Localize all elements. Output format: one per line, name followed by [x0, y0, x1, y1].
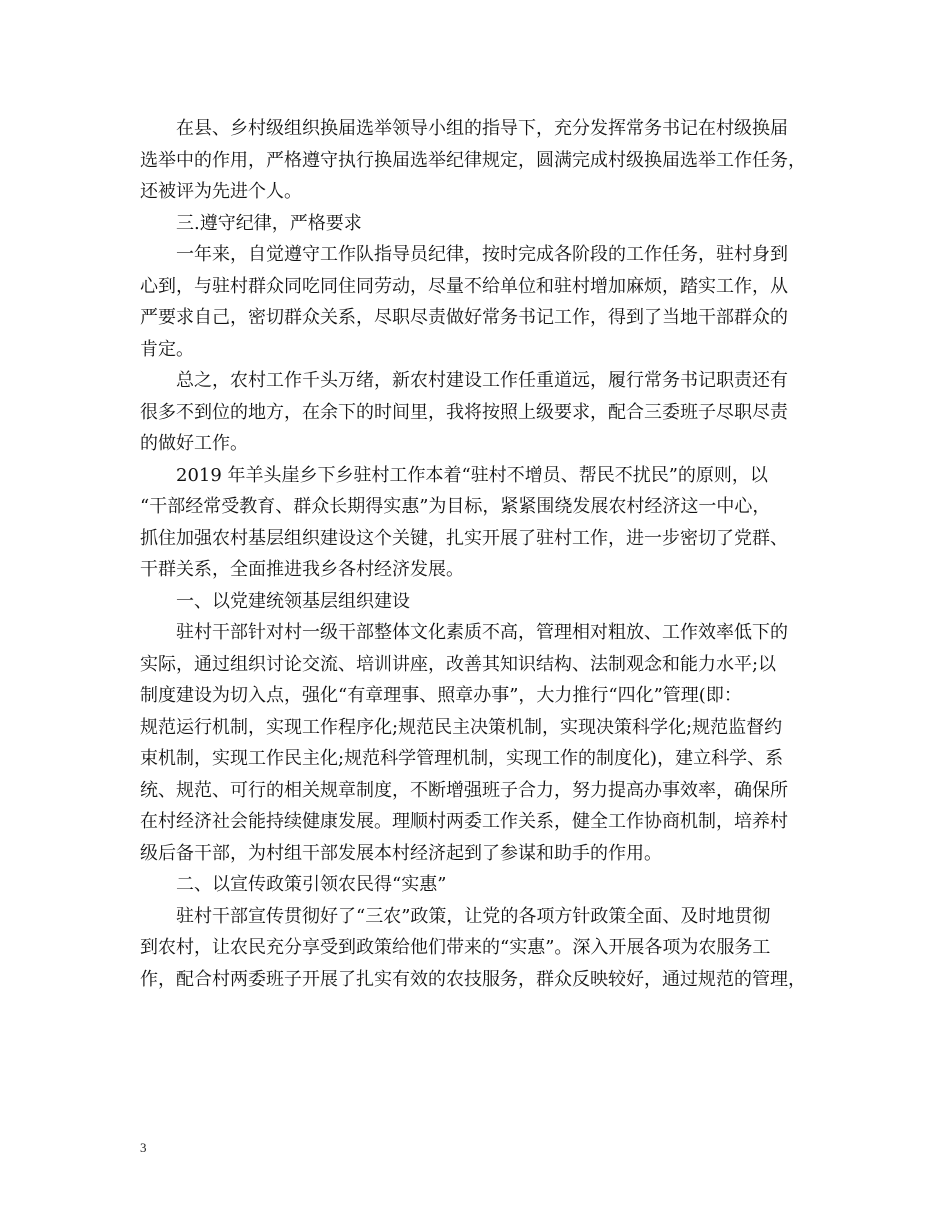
text-line: 级后备干部，为村组干部发展本村经济起到了参谋和助手的作用。 — [140, 842, 662, 864]
document-body — [140, 113, 822, 995]
text-line: 作，配合村两委班子开展了扎实有效的农技服务，群众反映较好，通过规范的管理， — [140, 968, 806, 990]
text-line: 很多不到位的地方，在余下的时间里，我将按照上级要求，配合三委班子尽职尽责 — [140, 401, 788, 423]
text-line: 束机制，实现工作民主化;规范科学管理机制，实现工作的制度化)，建立科学、系 — [140, 748, 784, 769]
text-line: 干群关系，全面推进我乡各村经济发展。 — [140, 559, 464, 580]
text-line: 抓住加强农村基层组织建设这个关键，扎实开展了驻村工作，进一步密切了党群、 — [140, 527, 788, 549]
text-line: 规范运行机制，实现工作程序化;规范民主决策机制，实现决策科学化;规范监督约 — [140, 716, 783, 738]
text-line: 制度建设为切入点，强化“有章理事、照章办事”，大力推行“四化”管理(即： — [140, 685, 742, 706]
text-line: 的做好工作。 — [140, 433, 248, 454]
text-line: 肯定。 — [140, 338, 194, 360]
paragraph-party-building — [140, 617, 822, 869]
text-line: 统、规范、可行的相关规章制度，不断增强班子合力，努力提高办事效率，确保所 — [140, 779, 788, 801]
section-heading-policy — [140, 869, 822, 901]
text-line: 到农村，让农民充分享受到政策给他们带来的“实惠”。深入开展各项为农服务工 — [140, 937, 771, 958]
text-line: 总之，农村工作千头万绪，新农村建设工作任重道远，履行常务书记职责还有 — [176, 370, 788, 391]
page-number: 3 — [140, 1140, 147, 1155]
text-line: “干部经常受教育、群众长期得实惠”为目标，紧紧围绕发展农村经济这一中心， — [140, 496, 771, 517]
text-line: 在村经济社会能持续健康发展。理顺村两委工作关系，健全工作协商机制，培养村 — [140, 811, 788, 832]
section-heading-party-building — [140, 586, 822, 618]
paragraph-discipline — [140, 239, 822, 365]
paragraph-policy — [140, 901, 822, 996]
paragraph-2019-work — [140, 460, 822, 586]
text-line: 驻村干部针对村一级干部整体文化素质不高，管理相对粗放、工作效率低下的 — [176, 622, 788, 643]
text-line: 2019 年羊头崖乡下乡驻村工作本着“驻村不增员、帮民不扰民”的原则，以 — [176, 464, 768, 486]
text-line: 心到，与驻村群众同吃同住同劳动，尽量不给单位和驻村增加麻烦，踏实工作，从 — [140, 275, 788, 297]
text-line: 严要求自己，密切群众关系，尽职尽责做好常务书记工作，得到了当地干部群众的 — [140, 307, 788, 328]
paragraph-summary — [140, 365, 822, 460]
section-heading-discipline — [140, 208, 822, 240]
text-line: 实际，通过组织讨论交流、培训讲座，改善其知识结构、法制观念和能力水平;以 — [140, 653, 777, 675]
text-line: 选举中的作用，严格遵守执行换届选举纪律规定，圆满完成村级换届选举工作任务， — [140, 149, 806, 171]
heading-text: 二、以宣传政策引领农民得“实惠” — [176, 874, 447, 895]
text-line: 一年来，自觉遵守工作队指导员纪律，按时完成各阶段的工作任务，驻村身到 — [176, 244, 788, 265]
paragraph-election-work — [140, 113, 822, 208]
heading-text: 三.遵守纪律，严格要求 — [176, 212, 362, 234]
heading-text: 一、以党建统领基层组织建设 — [176, 590, 410, 612]
text-line: 还被评为先进个人。 — [140, 181, 302, 202]
text-line: 驻村干部宣传贯彻好了“三农”政策，让党的各项方针政策全面、及时地贯彻 — [176, 905, 771, 927]
text-line: 在县、乡村级组织换届选举领导小组的指导下，充分发挥常务书记在村级换届 — [176, 118, 788, 139]
